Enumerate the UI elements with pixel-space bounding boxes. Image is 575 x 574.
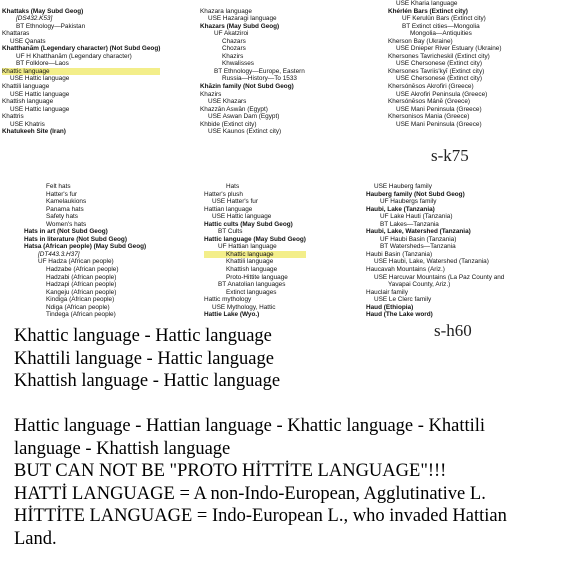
- catalog-top-entry: BT Ethnology—Europe, Eastern: [214, 67, 305, 75]
- catalog-top-entry: USE Chersonese (Extinct city): [396, 60, 482, 68]
- catalog-bottom-entry: Hatter's fur: [46, 190, 78, 198]
- catalog-bottom-entry: Haubi Basin (Tanzania): [366, 250, 433, 258]
- catalog-bottom-entry: Hadzapi (African people): [46, 281, 117, 289]
- catalog-top-entry: Chazars: [222, 37, 246, 45]
- scan-top-column-1: [2, 0, 160, 136]
- catalog-bottom-entry: USE Hatter's fur: [212, 198, 258, 206]
- catalog-bottom-entry: Hauberg family (Not Subd Geog): [366, 190, 465, 198]
- catalog-top-entry: Khattris: [2, 113, 24, 121]
- catalog-bottom-entry: Khattish language: [226, 266, 278, 274]
- catalog-top-entry: USE Hattic language: [10, 105, 70, 113]
- catalog-bottom-entry: Panama hats: [46, 205, 84, 213]
- catalog-top-entry: Khattaks (May Subd Geog): [2, 7, 84, 15]
- catalog-top-entry: Khersónēsos Akrofiri (Greece): [388, 83, 474, 91]
- catalog-bottom-entry: Haud (Ethiopia): [366, 303, 414, 311]
- catalog-top-entry: Khattaras: [2, 30, 30, 38]
- catalog-top-entry: Khérlén Bars (Extinct city): [388, 7, 468, 15]
- note-line: Khattic language - Hattic language: [14, 326, 272, 346]
- catalog-top-entry: Kherson Bay (Ukraine): [388, 37, 453, 45]
- catalog-top-entry: USE Qanats: [10, 37, 46, 45]
- catalog-bottom-entry: Tindega (African people): [46, 311, 116, 319]
- catalog-bottom-entry: Kangeju (African people): [46, 288, 117, 296]
- catalog-top-entry: Russia—History—To 1533: [222, 75, 297, 83]
- catalog-bottom-entry: UF Hadza (African people): [38, 258, 114, 266]
- catalog-bottom-entry: Hats: [226, 183, 240, 190]
- catalog-bottom-entry: Hattic cults (May Subd Geog): [204, 220, 293, 228]
- catalog-bottom-entry: Safety hats: [46, 213, 78, 221]
- catalog-top-entry: UF Kerulün Bars (Extinct city): [402, 15, 486, 23]
- catalog-scan-top: [0, 0, 560, 140]
- note-line: Hattic language - Hattian language - Khattic language - Khattili: [14, 416, 486, 436]
- catalog-bottom-entry: UF Haubi Basin (Tanzania): [380, 235, 457, 243]
- catalog-top-entry: [2, 0, 160, 8]
- scan-bottom-column-1: [24, 183, 146, 319]
- annotation-notes: [14, 325, 564, 550]
- catalog-bottom-entry: Women's hats: [46, 220, 87, 228]
- note-line: Khattish language - Hattic language: [14, 371, 281, 391]
- catalog-top-entry: Mongolia—Antiquities: [410, 30, 472, 38]
- catalog-top-entry: Khbide (Extinct city): [200, 120, 257, 128]
- catalog-bottom-entry: Hattic language (May Subd Geog): [204, 235, 306, 243]
- catalog-bottom-entry: Hats in art (Not Subd Geog): [24, 228, 108, 236]
- catalog-bottom-entry: UF Hattian language: [218, 243, 277, 251]
- note-line: [14, 393, 564, 416]
- catalog-bottom-entry: UF Lake Hauti (Tanzania): [380, 213, 453, 221]
- scan-top-column-2: [200, 0, 305, 136]
- note-line: HATTİ LANGUAGE = A non-Indo-European, Agglutinative L.: [14, 483, 486, 504]
- note-line: BUT CAN NOT BE "PROTO HİTTİTE LANGUAGE"!!!: [14, 461, 447, 481]
- catalog-top-entry: Khazzān Aswān (Egypt): [200, 105, 268, 113]
- catalog-top-entry: Khazirs: [222, 52, 244, 60]
- catalog-bottom-entry: BT Anatolian languages: [218, 281, 286, 289]
- catalog-bottom-entry: Haubi, Lake, Watershed (Tanzania): [366, 228, 471, 236]
- catalog-bottom-entry: Hatsa (African people) (May Subd Geog): [24, 243, 147, 251]
- catalog-bottom-entry: USE Mythology, Hattic: [212, 303, 276, 311]
- catalog-top-entry: USE Hazaragi language: [208, 15, 277, 23]
- catalog-top-entry: Khattic language: [2, 68, 160, 76]
- catalog-top-entry: USE Mani Peninsula (Greece): [396, 120, 482, 128]
- scan-top-column-3: [388, 0, 501, 128]
- catalog-bottom-entry: Extinct languages: [226, 288, 277, 296]
- catalog-top-entry: Khersonisos Mania (Greece): [388, 113, 470, 121]
- catalog-top-entry: Khazars (May Subd Geog): [200, 22, 280, 30]
- catalog-bottom-entry: Kindiga (African people): [46, 296, 115, 304]
- catalog-top-entry: BT Ethnology—Pakistan: [16, 22, 86, 30]
- catalog-bottom-entry: Proto-Hittite language: [226, 273, 288, 281]
- catalog-bottom-entry: Haud (The Lake word): [366, 311, 433, 319]
- catalog-top-entry: Khatthanām (Legendary character) (Not Subd Geog): [2, 45, 161, 53]
- catalog-top-entry: BT Folklore—Laos: [16, 60, 69, 68]
- catalog-bottom-entry: Hadzabi (African people): [46, 273, 117, 281]
- catalog-top-entry: USE Hattic language: [10, 90, 70, 98]
- catalog-bottom-entry: [DT443.3.H37]: [38, 250, 80, 258]
- catalog-top-entry: BT Extinct cities—Mongolia: [402, 22, 480, 30]
- catalog-top-entry: Khāzin family (Not Subd Geog): [200, 83, 294, 91]
- catalog-bottom-entry: USE Hauberg family: [374, 183, 432, 190]
- catalog-bottom-entry: USE Haubi, Lake, Watershed (Tanzania): [374, 258, 489, 266]
- catalog-scan-bottom: [0, 183, 560, 343]
- catalog-top-entry: USE Khatris: [10, 120, 45, 128]
- catalog-bottom-entry: Yavapai County, Ariz.): [388, 281, 451, 289]
- catalog-bottom-entry: Haucavah Mountains (Ariz.): [366, 266, 445, 274]
- note-line: HİTTİTE LANGUAGE = Indo-European L., who invaded Hattian: [14, 506, 507, 526]
- catalog-bottom-entry: Khattili language: [226, 258, 274, 266]
- catalog-bottom-entry: Hats in literature (Not Subd Geog): [24, 235, 127, 243]
- catalog-bottom-entry: BT Cults: [218, 228, 243, 236]
- catalog-top-entry: [200, 0, 305, 8]
- catalog-top-entry: USE Khazars: [208, 98, 247, 106]
- catalog-bottom-entry: Hatter's plush: [204, 190, 243, 198]
- note-line: Khattili language - Hattic language: [14, 348, 274, 369]
- scan-bottom-column-3: [366, 183, 504, 319]
- note-line: language - Khattish language: [14, 438, 231, 459]
- catalog-top-entry: UF H Khatthanām (Legendary character): [16, 52, 132, 60]
- catalog-top-entry: USE Aswan Dam (Egypt): [208, 113, 280, 121]
- catalog-bottom-entry: BT Lakes—Tanzania: [380, 220, 439, 228]
- catalog-top-entry: USE Hattic language: [10, 75, 70, 83]
- catalog-bottom-entry: UF Haubergs family: [380, 198, 437, 206]
- catalog-top-entry: USE Kaunos (Extinct city): [208, 128, 282, 136]
- catalog-bottom-entry: BT Watersheds—Tanzania: [380, 243, 456, 251]
- catalog-top-entry: USE Chersonese (Extinct city): [396, 75, 482, 83]
- catalog-bottom-entry: Khattic language: [204, 251, 306, 259]
- catalog-top-entry: Khattish language: [2, 98, 54, 106]
- catalog-bottom-entry: USE Le Clerc family: [374, 296, 432, 304]
- scan-top-reference: s-k75: [431, 146, 469, 165]
- scan-bottom-reference: s-h60: [434, 321, 472, 340]
- catalog-top-entry: Khersones Tavricheskil (Extinct city): [388, 52, 490, 60]
- catalog-top-entry: Khazirs: [200, 90, 222, 98]
- scan-bottom-column-2: [204, 183, 306, 319]
- catalog-top-entry: USE Mani Peninsula (Greece): [396, 105, 482, 113]
- catalog-bottom-entry: Hadzabe (African people): [46, 266, 119, 274]
- catalog-top-entry: Khersones Tavriis'kyĭ (Extinct city): [388, 67, 485, 75]
- catalog-bottom-entry: Haubi, Lake (Tanzania): [366, 205, 435, 213]
- catalog-top-entry: Khwalisses: [222, 60, 254, 68]
- catalog-bottom-entry: Hattie Lake (Wyo.): [204, 311, 260, 319]
- catalog-top-entry: Khatukeeh Site (Iran): [2, 128, 66, 136]
- catalog-bottom-entry: Hauclair family: [366, 288, 408, 296]
- catalog-bottom-entry: Hattic mythology: [204, 296, 252, 304]
- catalog-top-entry: USE Akrofiri Peninsula (Greece): [396, 90, 488, 98]
- catalog-top-entry: Chozars: [222, 45, 246, 53]
- catalog-top-entry: Khattili language: [2, 83, 50, 91]
- catalog-top-entry: USE Kharia language: [396, 0, 458, 7]
- catalog-top-entry: UF Akatziroi: [214, 30, 249, 38]
- catalog-top-entry: [DS432.K53]: [16, 15, 53, 23]
- catalog-bottom-entry: USE Hattic language: [212, 213, 272, 221]
- catalog-bottom-entry: Hattian language: [204, 205, 253, 213]
- catalog-bottom-entry: USE Harcuvar Mountains (La Paz County and: [374, 273, 505, 281]
- catalog-top-entry: Khazara language: [200, 7, 252, 15]
- catalog-bottom-entry: Kamelaukions: [46, 198, 87, 206]
- catalog-top-entry: USE Dnieper River Estuary (Ukraine): [396, 45, 502, 53]
- catalog-bottom-entry: Felt hats: [46, 183, 71, 190]
- catalog-bottom-entry: Ndiga (African people): [46, 303, 110, 311]
- catalog-top-entry: Khersónēsos Mánē (Greece): [388, 98, 471, 106]
- note-line: Land.: [14, 528, 57, 549]
